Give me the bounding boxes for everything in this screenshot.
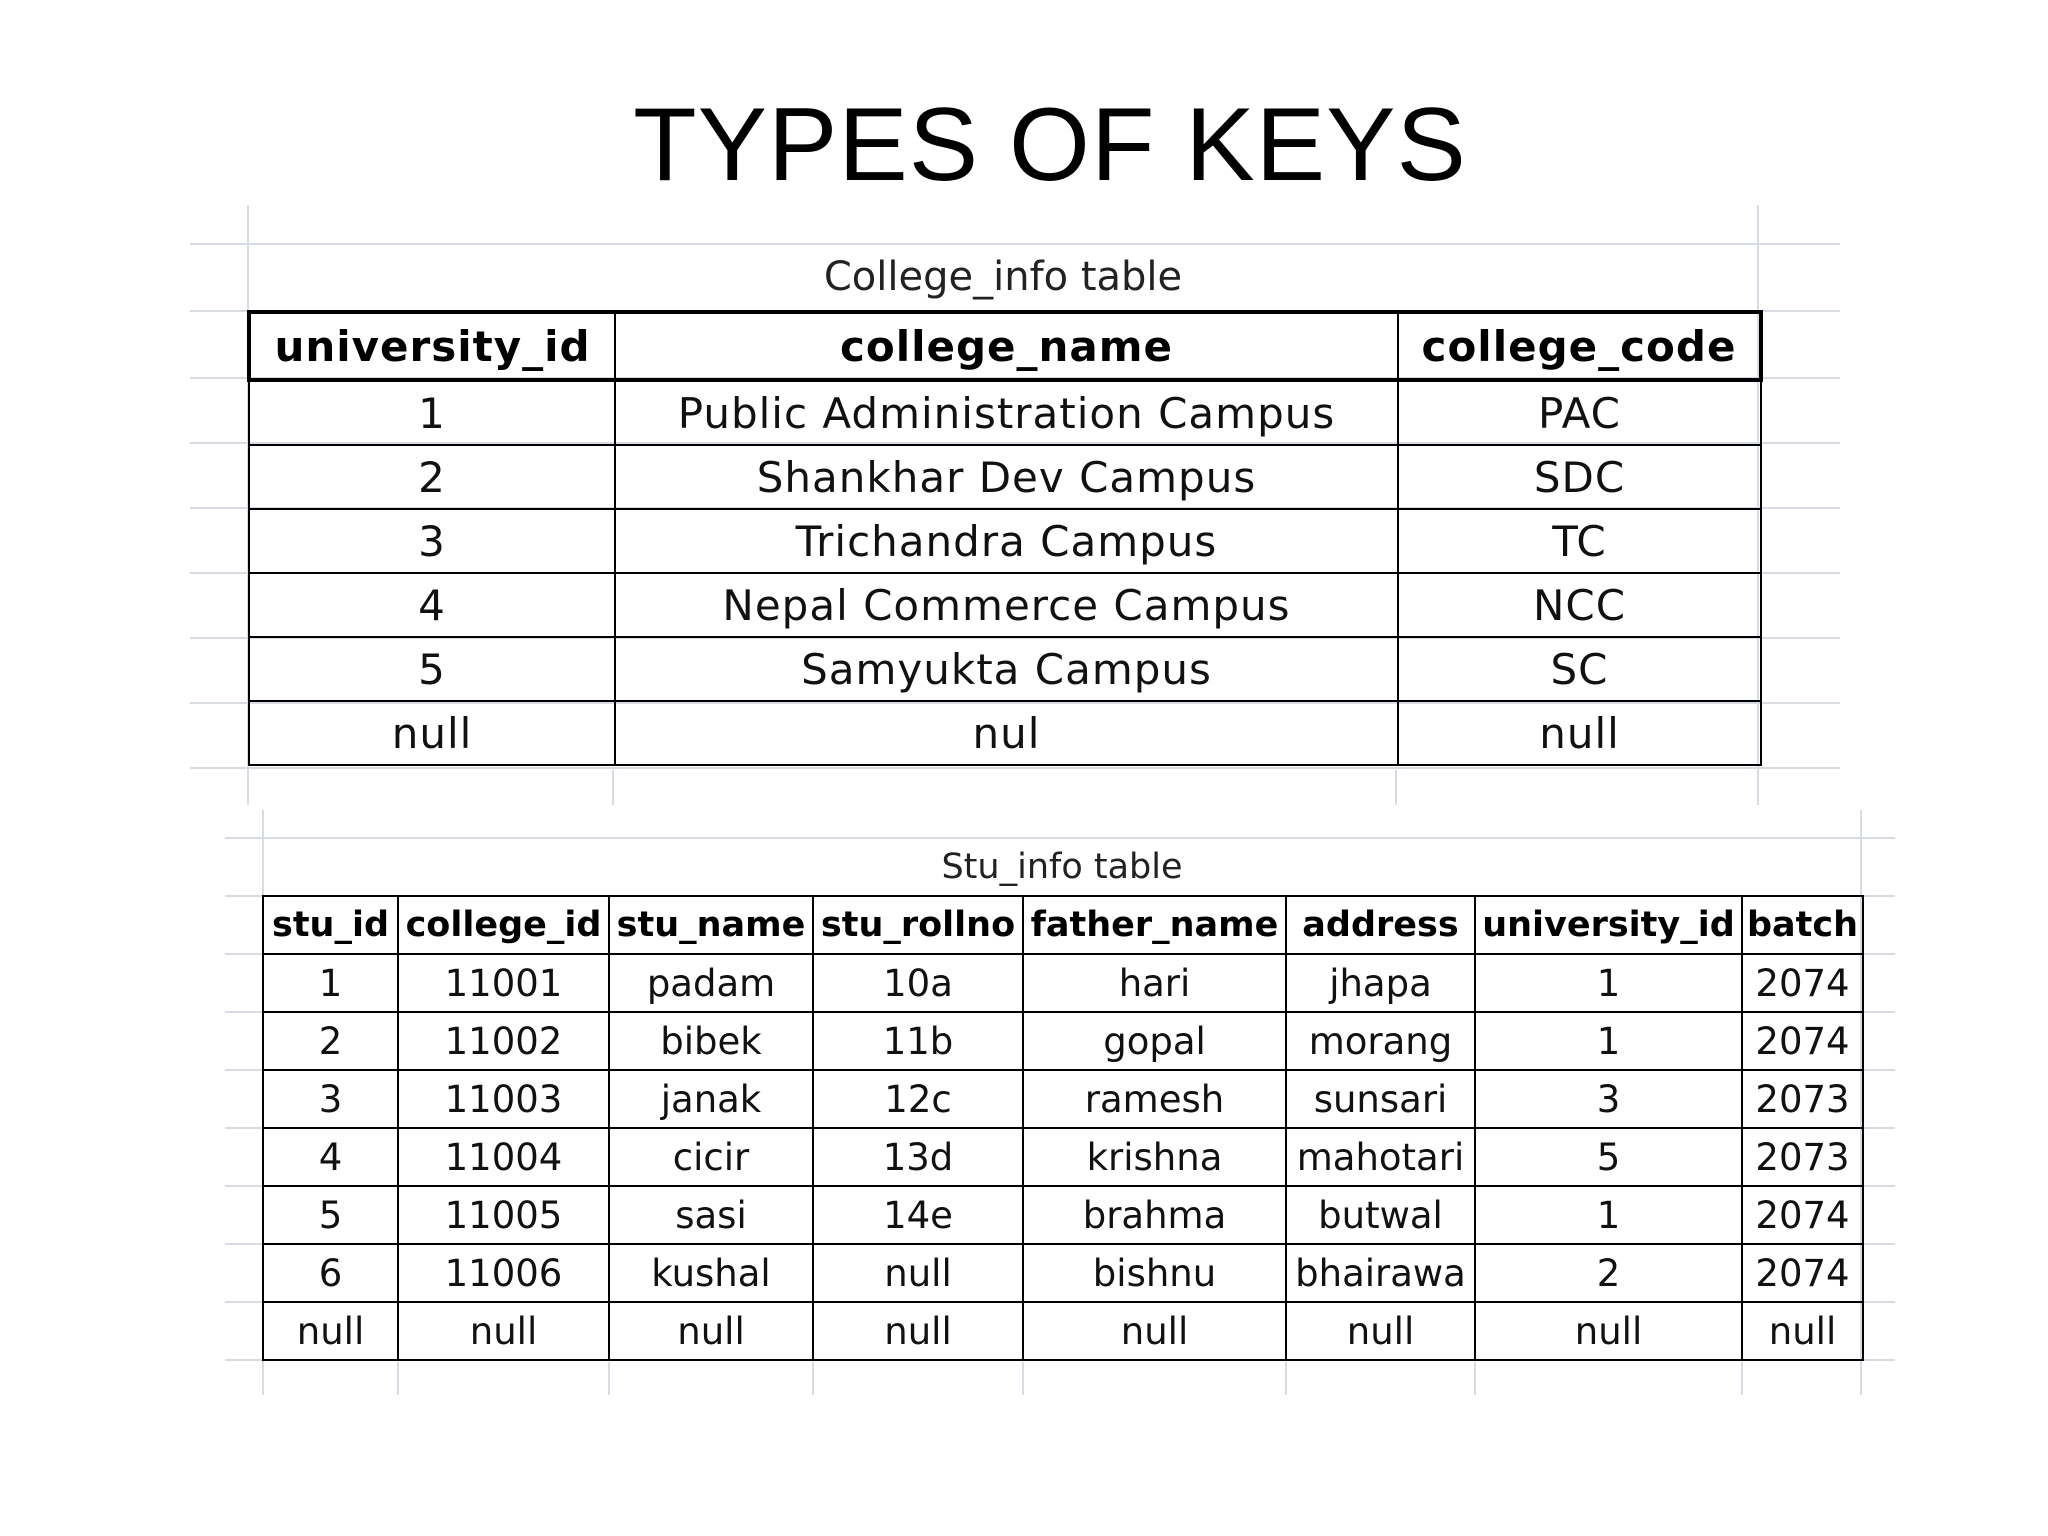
column-header: stu_rollno [813, 896, 1023, 954]
stu-info-table [262, 895, 1864, 1361]
grid-line [1285, 1362, 1287, 1395]
table-row [263, 1070, 1863, 1128]
grid-line [1474, 1362, 1476, 1395]
table-cell: ramesh [1023, 1070, 1286, 1128]
table-cell: 11b [813, 1012, 1023, 1070]
table-cell: 12c [813, 1070, 1023, 1128]
table-row [249, 573, 1761, 637]
table-row [263, 954, 1863, 1012]
table-cell: Nepal Commerce Campus [615, 573, 1398, 637]
grid-line [190, 767, 1840, 769]
table-cell: Samyukta Campus [615, 637, 1398, 701]
table-cell: null [813, 1302, 1023, 1360]
table-cell: 1 [1475, 954, 1742, 1012]
slide-title: TYPES OF KEYS [633, 87, 1467, 203]
table-row [249, 701, 1761, 765]
table-cell: janak [609, 1070, 813, 1128]
table-cell: bibek [609, 1012, 813, 1070]
table-cell: 4 [249, 573, 615, 637]
table-cell: 3 [249, 509, 615, 573]
grid-line [397, 1362, 399, 1395]
table-cell: 2074 [1742, 1012, 1863, 1070]
table-cell: null [813, 1244, 1023, 1302]
table-cell: 14e [813, 1186, 1023, 1244]
column-header: college_name [615, 312, 1398, 380]
column-header: batch [1742, 896, 1863, 954]
table-row [249, 445, 1761, 509]
table-cell: null [1023, 1302, 1286, 1360]
table-cell: null [1475, 1302, 1742, 1360]
table-cell: 11003 [398, 1070, 609, 1128]
table-row [263, 1186, 1863, 1244]
grid-line [225, 837, 1895, 839]
table-cell: krishna [1023, 1128, 1286, 1186]
table-cell: 2 [263, 1012, 398, 1070]
table-cell: padam [609, 954, 813, 1012]
table-cell: nul [615, 701, 1398, 765]
table-cell: sasi [609, 1186, 813, 1244]
table-header-row [249, 312, 1761, 380]
table-cell: cicir [609, 1128, 813, 1186]
table-cell: SC [1398, 637, 1761, 701]
table-cell: 1 [249, 380, 615, 445]
table-cell: morang [1286, 1012, 1475, 1070]
table-header-row [263, 896, 1863, 954]
table-cell: 5 [249, 637, 615, 701]
table-cell: 11005 [398, 1186, 609, 1244]
table-cell: Trichandra Campus [615, 509, 1398, 573]
table-cell: kushal [609, 1244, 813, 1302]
table-cell: 11004 [398, 1128, 609, 1186]
grid-line [1395, 770, 1397, 805]
table-cell: 4 [263, 1128, 398, 1186]
table-cell: 11006 [398, 1244, 609, 1302]
table-cell: gopal [1023, 1012, 1286, 1070]
column-header: university_id [1475, 896, 1742, 954]
column-header: stu_name [609, 896, 813, 954]
table-cell: 2073 [1742, 1128, 1863, 1186]
table-cell: 3 [263, 1070, 398, 1128]
table-cell: 2 [249, 445, 615, 509]
column-header: stu_id [263, 896, 398, 954]
table-cell: null [1398, 701, 1761, 765]
grid-line [1022, 1362, 1024, 1395]
column-header: university_id [249, 312, 615, 380]
table-cell: 2074 [1742, 954, 1863, 1012]
table-cell: null [1742, 1302, 1863, 1360]
table-row [263, 1302, 1863, 1360]
table-cell: 5 [263, 1186, 398, 1244]
column-header: college_code [1398, 312, 1761, 380]
college-info-table [247, 310, 1763, 766]
stu-table-caption: Stu_info table [941, 847, 1183, 887]
grid-line [190, 243, 1840, 245]
table-cell: 6 [263, 1244, 398, 1302]
table-cell: TC [1398, 509, 1761, 573]
table-cell: jhapa [1286, 954, 1475, 1012]
table-cell: bishnu [1023, 1244, 1286, 1302]
college-table-caption: College_info table [823, 254, 1183, 300]
column-header: college_id [398, 896, 609, 954]
grid-line [612, 770, 614, 805]
table-row [249, 509, 1761, 573]
grid-line [1741, 1362, 1743, 1395]
table-cell: 1 [1475, 1012, 1742, 1070]
table-cell: Public Administration Campus [615, 380, 1398, 445]
table-row [249, 637, 1761, 701]
table-cell: 13d [813, 1128, 1023, 1186]
table-cell: 2 [1475, 1244, 1742, 1302]
table-row [249, 380, 1761, 445]
table-cell: butwal [1286, 1186, 1475, 1244]
table-cell: PAC [1398, 380, 1761, 445]
column-header: father_name [1023, 896, 1286, 954]
table-cell: null [398, 1302, 609, 1360]
grid-line [608, 1362, 610, 1395]
table-row [263, 1244, 1863, 1302]
table-cell: 5 [1475, 1128, 1742, 1186]
table-cell: 10a [813, 954, 1023, 1012]
table-cell: NCC [1398, 573, 1761, 637]
table-cell: 1 [1475, 1186, 1742, 1244]
table-cell: brahma [1023, 1186, 1286, 1244]
table-cell: null [1286, 1302, 1475, 1360]
table-cell: bhairawa [1286, 1244, 1475, 1302]
table-cell: SDC [1398, 445, 1761, 509]
table-cell: Shankhar Dev Campus [615, 445, 1398, 509]
table-cell: sunsari [1286, 1070, 1475, 1128]
table-cell: 1 [263, 954, 398, 1012]
table-row [263, 1128, 1863, 1186]
table-cell: hari [1023, 954, 1286, 1012]
table-row [263, 1012, 1863, 1070]
table-cell: 2074 [1742, 1186, 1863, 1244]
table-cell: 2073 [1742, 1070, 1863, 1128]
table-cell: 11002 [398, 1012, 609, 1070]
table-cell: mahotari [1286, 1128, 1475, 1186]
table-cell: 11001 [398, 954, 609, 1012]
table-cell: 3 [1475, 1070, 1742, 1128]
table-cell: null [609, 1302, 813, 1360]
table-cell: null [249, 701, 615, 765]
table-cell: 2074 [1742, 1244, 1863, 1302]
column-header: address [1286, 896, 1475, 954]
table-cell: null [263, 1302, 398, 1360]
grid-line [812, 1362, 814, 1395]
